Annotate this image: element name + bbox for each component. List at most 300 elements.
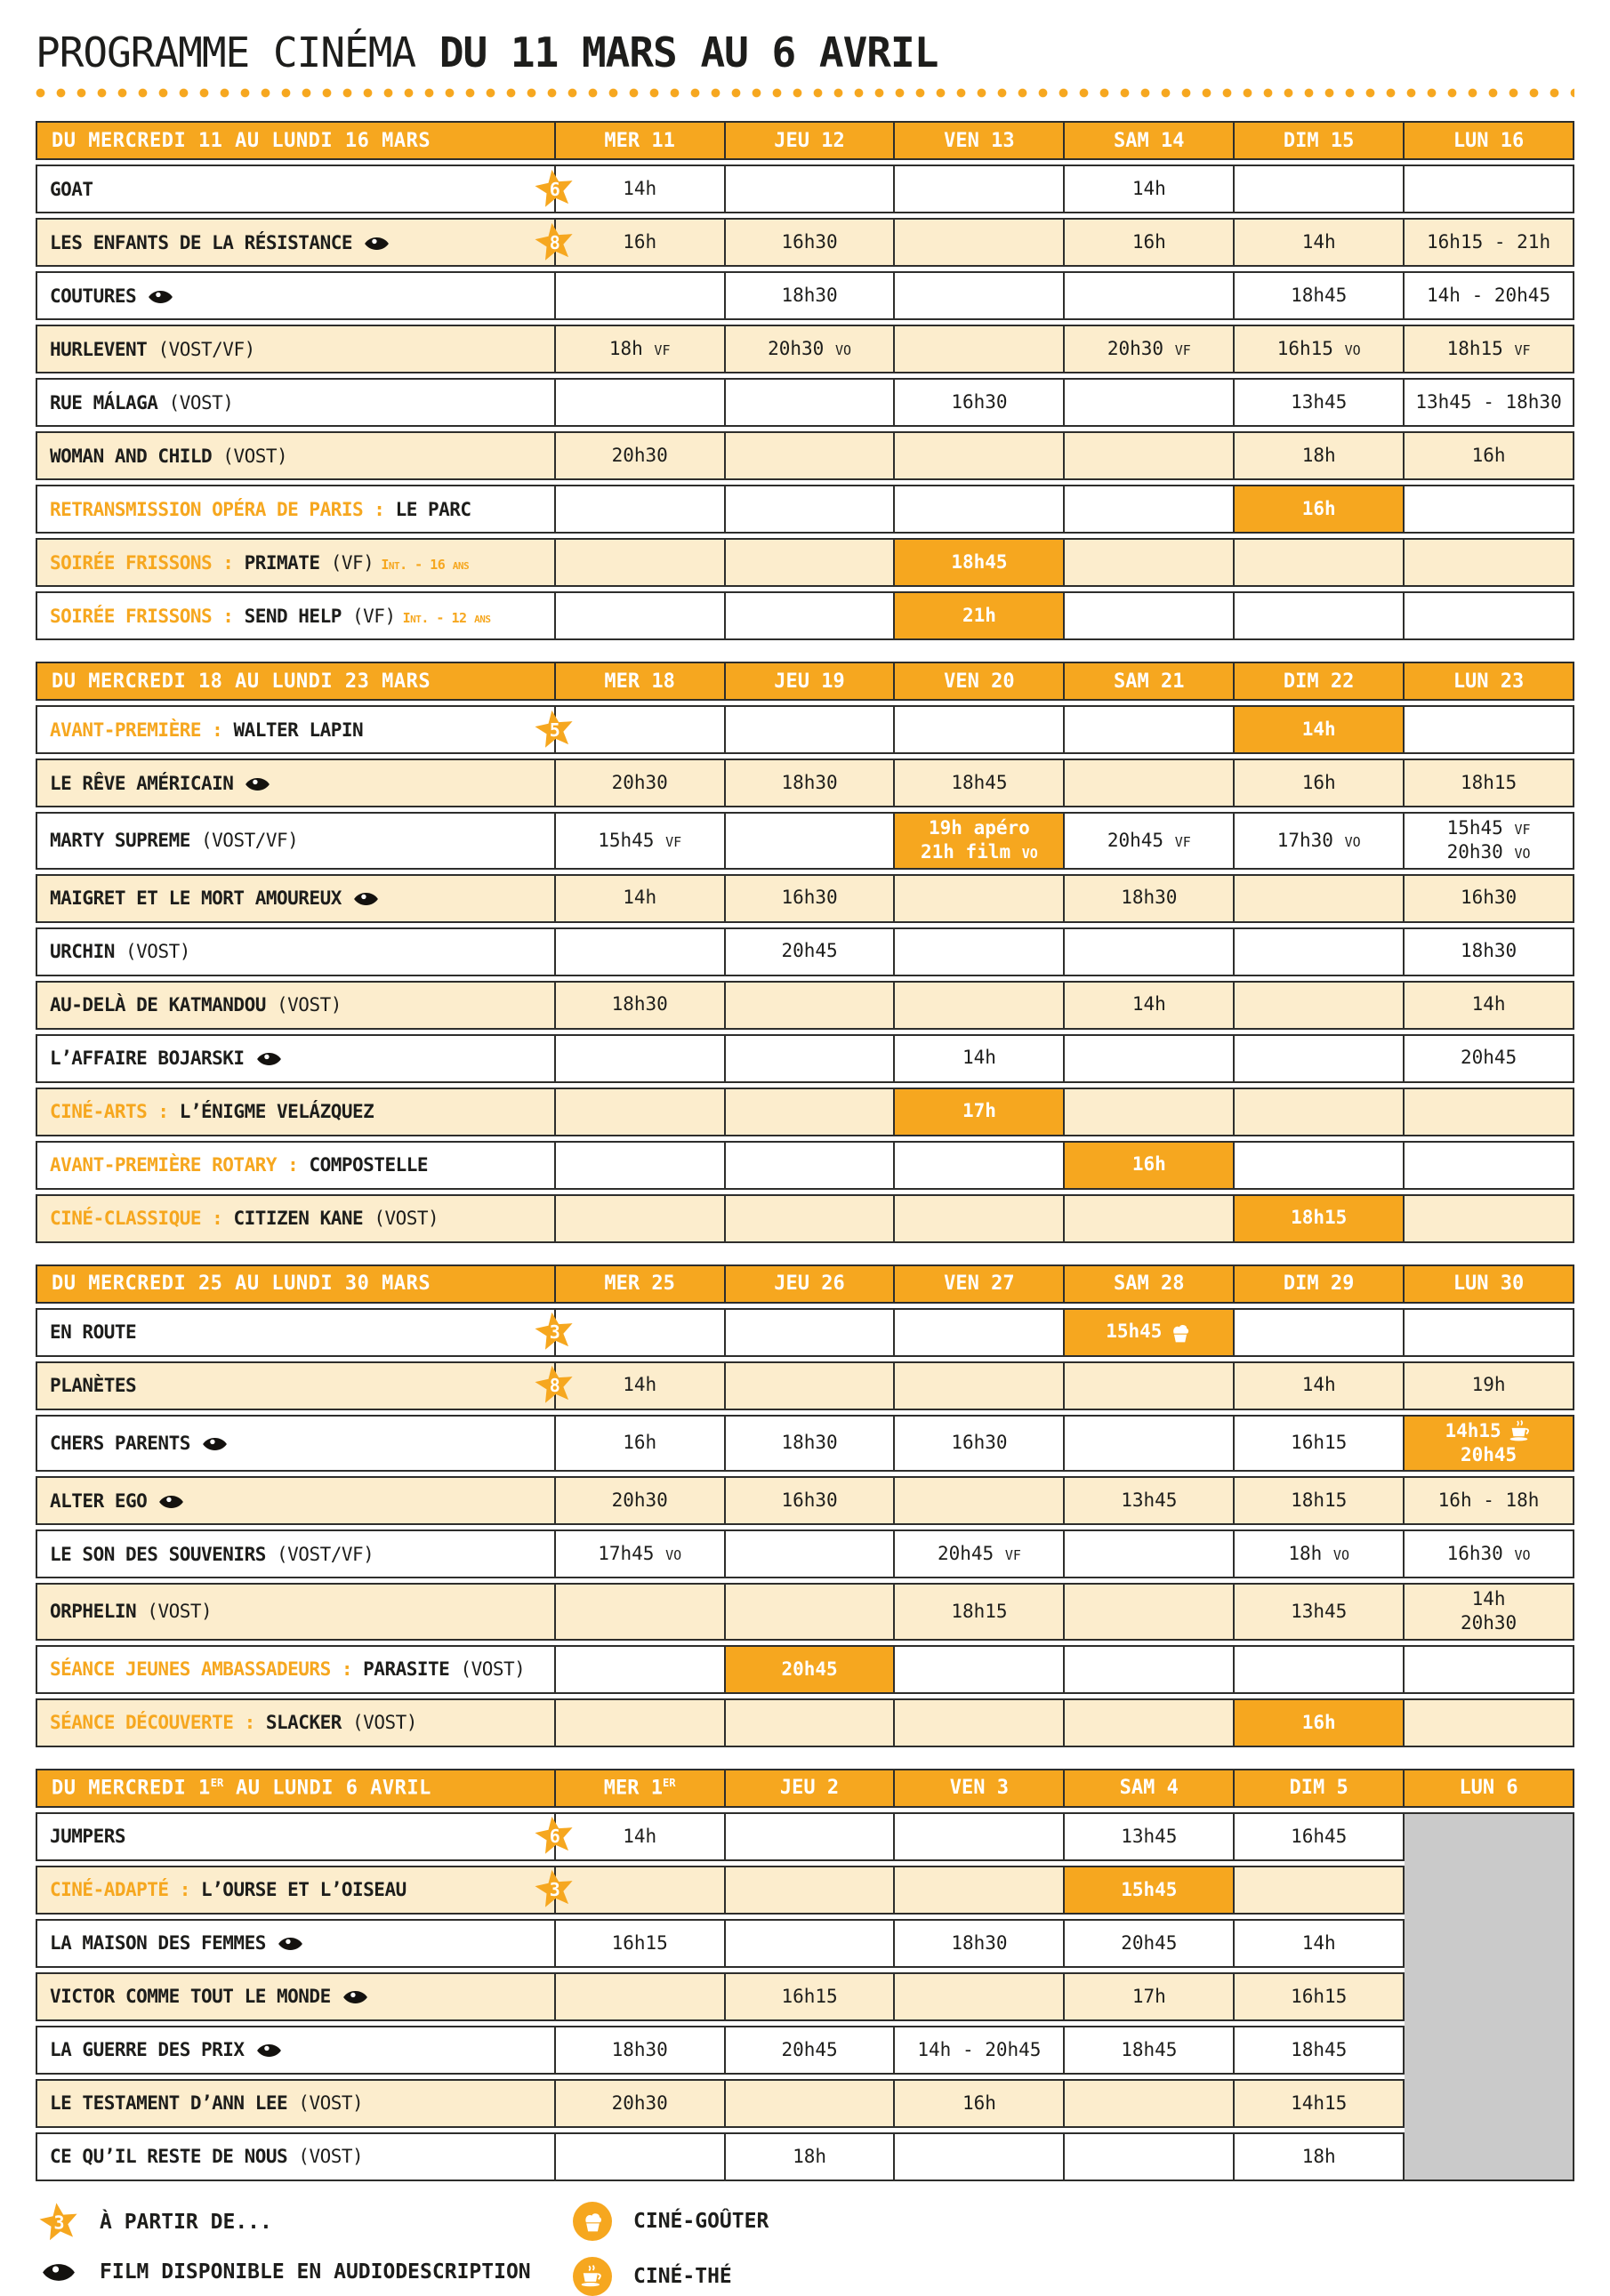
empty-showtime-cell [895,1866,1065,1915]
day-column-header: JEU 19 [726,662,896,701]
showtime-cell: 16h30 [895,378,1065,427]
showtime-cell: 14h15 [1235,2079,1405,2128]
showtime-cell: 13h45 [1235,1583,1405,1641]
showtime-cell: 14h [1235,218,1405,267]
showtime-cell: 15h45 VF 20h30 VO [1405,812,1574,870]
showtime-cell: 16h30 [1405,874,1574,923]
film-title-cell [36,1034,556,1083]
film-title-part: L’OURSE ET L’OISEAU [201,1879,407,1901]
film-title-cell [36,325,556,373]
film-row [36,812,1574,870]
empty-showtime-cell [1405,1698,1574,1747]
film-title-part: (VOST/VF) [157,338,255,360]
day-column-header: VEN 13 [895,121,1065,160]
film-row [36,2132,1574,2181]
day-column-header: SAM 14 [1065,121,1235,160]
film-title-part: HURLEVENT [50,338,158,360]
audiodescription-eye-icon [352,889,380,909]
film-row [36,378,1574,427]
empty-showtime-cell [895,1308,1065,1357]
showtime-cell-highlighted: 18h15 [1235,1194,1405,1243]
day-column-header: MER 1ER [556,1769,726,1808]
empty-showtime-cell [1405,705,1574,754]
showtime-cell: 14h [895,1034,1065,1083]
showtime-cell: 18h45 [1235,2026,1405,2075]
empty-showtime-cell [726,1141,896,1190]
empty-showtime-cell [726,1866,896,1915]
audiodescription-eye-icon [363,234,390,253]
empty-showtime-cell [1065,378,1235,427]
empty-showtime-cell [1235,1141,1405,1190]
showtime-cell: 18h30 [726,759,896,807]
empty-showtime-cell [1235,1034,1405,1083]
showtime-cell: 14h [1235,1919,1405,1968]
empty-showtime-cell [726,812,896,870]
showtime-cell: 18h15 [895,1583,1065,1641]
film-title-part: SOIRÉE FRISSONS : [50,605,245,627]
film-title-part: (VOST) [298,2092,364,2115]
showtime-cell: 14h - 20h45 [895,2026,1065,2075]
film-title-cell [36,759,556,807]
empty-showtime-cell [556,271,726,320]
showtime-cell: 20h30 VF [1065,325,1235,373]
film-title-part: PARASITE [363,1658,461,1681]
svg-text:6: 6 [549,178,559,200]
empty-showtime-cell [726,1088,896,1136]
showtime-cell: 18h30 [556,981,726,1030]
showtime-cell: 18h15 VF [1405,325,1574,373]
day-column-header: DIM 5 [1235,1769,1405,1808]
film-row [36,2079,1574,2128]
film-row [36,1361,1574,1410]
empty-showtime-cell [556,705,726,754]
film-title-part: LA GUERRE DES PRIX [50,2039,245,2061]
film-title-cell [36,1194,556,1243]
film-title-cell [36,927,556,976]
film-title-cell [36,705,559,754]
showtime-cell: 13h45 [1065,1812,1235,1861]
film-title-part: COMPOSTELLE [309,1154,429,1176]
film-title-part: SÉANCE JEUNES AMBASSADEURS : [50,1658,364,1681]
svg-text:3: 3 [549,1879,559,1901]
empty-showtime-cell [895,271,1065,320]
showtime-cell: 18h [1235,2132,1405,2181]
film-title-part: (VOST) [222,445,288,467]
empty-showtime-cell [1405,1088,1574,1136]
empty-showtime-cell [556,538,726,587]
film-title-cell [36,1919,556,1968]
film-title-part: AVANT-PREMIÈRE ROTARY : [50,1154,310,1176]
empty-showtime-cell [1065,1088,1235,1136]
star-icon [534,709,576,751]
film-title-part: (VOST/VF) [201,830,299,852]
legend-item-cine-gouter [569,2202,769,2241]
film-row [36,1919,1574,1968]
legend-label-cine-gouter: CINÉ-GOÛTER [633,2209,769,2233]
week-table-4 [36,1764,1574,2186]
empty-showtime-cell [895,165,1065,213]
film-title-part: EN ROUTE [50,1321,137,1344]
film-title-part: (VOST) [277,994,342,1016]
film-row [36,927,1574,976]
empty-showtime-cell [726,485,896,534]
film-title-cell [36,1645,556,1694]
showtime-cell: 20h45 [726,927,896,976]
film-row [36,981,1574,1030]
svg-text:3: 3 [549,1321,559,1344]
film-title-part: JUMPERS [50,1826,126,1848]
showtime-cell: 16h45 [1235,1812,1405,1861]
film-row [36,759,1574,807]
film-title-cell [36,271,556,320]
empty-showtime-cell [895,1972,1065,2021]
film-title-part: URCHIN [50,941,126,963]
svg-text:8: 8 [549,231,559,253]
showtime-cell: 16h [556,218,726,267]
legend-item-age-minimum [36,2202,569,2244]
film-title-cell [36,981,556,1030]
empty-showtime-cell [1235,165,1405,213]
film-row [36,1476,1574,1525]
showtime-cell-highlighted: 16h [1235,485,1405,534]
empty-showtime-cell [726,1919,896,1968]
dotted-divider [36,87,1574,99]
empty-showtime-cell [726,1529,896,1578]
film-row [36,705,1574,754]
empty-showtime-cell [1405,165,1574,213]
legend-label-age: À PARTIR DE... [100,2211,272,2235]
day-column-header: MER 25 [556,1264,726,1304]
empty-showtime-cell [1065,538,1235,587]
empty-showtime-cell [895,1812,1065,1861]
showtime-cell: 14h 20h30 [1405,1583,1574,1641]
showtime-cell: 20h45 [1065,1919,1235,1968]
empty-showtime-cell [895,325,1065,373]
showtime-cell: 13h45 [1235,378,1405,427]
film-title-cell [36,812,556,870]
showtime-cell-highlighted: 21h [895,591,1065,640]
day-column-header: SAM 4 [1065,1769,1235,1808]
star-icon [534,1816,576,1858]
showtime-cell: 14h [1065,165,1235,213]
film-title-cell [36,1088,556,1136]
showtime-cell: 16h30 [726,218,896,267]
day-column-header: DIM 22 [1235,662,1405,701]
legend-label-audiodescription: FILM DISPONIBLE EN AUDIODESCRIPTION [100,2260,531,2284]
day-column-header: SAM 28 [1065,1264,1235,1304]
film-title-cell [36,2132,556,2181]
showtime-cell: 13h45 - 18h30 [1405,378,1574,427]
svg-text:5: 5 [549,719,559,741]
film-title-cell [36,485,556,534]
film-row [36,1141,1574,1190]
empty-showtime-cell [1235,1088,1405,1136]
empty-showtime-cell [1065,1361,1235,1410]
film-title-part: LE SON DES SOUVENIRS [50,1543,278,1565]
showtime-cell: 16h30 [895,1415,1065,1473]
showtime-cell: 15h45 VF [556,812,726,870]
film-title-part: SEND HELP [244,605,353,627]
audiodescription-eye-icon [244,775,271,794]
showtime-cell-highlighted: 20h45 [726,1645,896,1694]
empty-showtime-cell [726,1194,896,1243]
no-showings-column [1405,1812,1574,2181]
empty-showtime-cell [556,1645,726,1694]
empty-showtime-cell [1235,981,1405,1030]
film-title-cell [36,218,559,267]
week-title: DU MERCREDI 18 AU LUNDI 23 MARS [36,662,556,701]
svg-text:6: 6 [549,1826,559,1848]
film-row [36,1194,1574,1243]
audiodescription-eye-icon [255,2041,283,2060]
film-title-part: WALTER LAPIN [233,719,364,741]
age-star-badge [534,1365,576,1407]
empty-showtime-cell [1065,1415,1235,1473]
cupcake-icon [1169,1321,1192,1344]
film-row [36,1866,1574,1915]
empty-showtime-cell [895,1361,1065,1410]
film-row [36,1645,1574,1694]
showtime-cell: 18h15 [1405,759,1574,807]
cupcake-icon [569,2202,616,2241]
film-title-cell [36,165,559,213]
legend-item-audiodescription [36,2260,569,2285]
empty-showtime-cell [556,1698,726,1747]
showtime-cell-highlighted: 17h [895,1088,1065,1136]
film-row [36,218,1574,267]
film-title-part: LA MAISON DES FEMMES [50,1932,266,1955]
star-icon [534,1365,576,1407]
empty-showtime-cell [556,1034,726,1083]
film-title-cell [36,2026,556,2075]
day-column-header: JEU 12 [726,121,896,160]
empty-showtime-cell [556,2132,726,2181]
day-column-header: VEN 27 [895,1264,1065,1304]
day-column-header: DIM 15 [1235,121,1405,160]
page-title [36,28,1574,76]
empty-showtime-cell [726,1034,896,1083]
empty-showtime-cell [895,431,1065,480]
showtime-cell: 18h45 [895,759,1065,807]
day-column-header: MER 11 [556,121,726,160]
empty-showtime-cell [1235,874,1405,923]
empty-showtime-cell [895,1141,1065,1190]
film-title-cell [36,1141,556,1190]
age-star-badge [534,1816,576,1858]
showtime-cell: 20h45 VF [1065,812,1235,870]
day-column-header: LUN 6 [1405,1769,1574,1808]
film-title-part: LE PARC [395,498,471,520]
week-header-row [36,662,1574,701]
film-title-part: COUTURES [50,285,137,307]
empty-showtime-cell [1235,538,1405,587]
day-column-header: LUN 23 [1405,662,1574,701]
showtime-cell: 20h45 VF [895,1529,1065,1578]
showtime-cell: 16h15 [1235,1972,1405,2021]
page-title-bold: DU 11 MARS AU 6 AVRIL [439,28,938,76]
showtime-cell: 14h [556,1812,726,1861]
film-title-part: LE RÊVE AMÉRICAIN [50,772,234,794]
week-table-1 [36,116,1574,645]
film-title-part: AU-DELÀ DE KATMANDOU [50,994,278,1016]
empty-showtime-cell [1065,2079,1235,2128]
empty-showtime-cell [726,1583,896,1641]
film-title-cell [36,1583,556,1641]
empty-showtime-cell [1065,2132,1235,2181]
film-title-cell [36,1529,556,1578]
film-row [36,325,1574,373]
showtime-cell: 16h - 18h [1405,1476,1574,1525]
week-header-row [36,1264,1574,1304]
film-title-part: (VF) [352,605,396,627]
audiodescription-eye-icon [342,1987,369,2007]
film-row [36,431,1574,480]
empty-showtime-cell [1065,1698,1235,1747]
empty-showtime-cell [556,1141,726,1190]
film-row [36,1698,1574,1747]
film-title-part: ORPHELIN [50,1601,148,1623]
empty-showtime-cell [1235,1866,1405,1915]
empty-showtime-cell [556,1194,726,1243]
empty-showtime-cell [726,538,896,587]
film-title-part: L’ÉNIGME VELÁZQUEZ [179,1101,374,1123]
empty-showtime-cell [1065,1583,1235,1641]
showtime-cell: 16h [895,2079,1065,2128]
film-title-part: (VOST) [147,1601,213,1623]
day-column-header: DIM 29 [1235,1264,1405,1304]
empty-showtime-cell [726,2079,896,2128]
showtime-cell: 14h [1235,1361,1405,1410]
day-column-header: SAM 21 [1065,662,1235,701]
film-title-part: MAIGRET ET LE MORT AMOUREUX [50,887,342,910]
film-title-part: (VOST) [298,2146,364,2168]
star-number: 3 [52,2212,65,2234]
film-title-part: CITIZEN KANE [233,1208,374,1230]
film-title-part: PRIMATE [244,551,331,574]
film-title-cell [36,1308,559,1357]
age-star-badge [534,1312,576,1353]
showtime-cell: 16h [1405,431,1574,480]
showtime-cell: 20h30 [556,759,726,807]
day-column-header: VEN 3 [895,1769,1065,1808]
film-row [36,538,1574,587]
showtime-cell: 18h30 [1065,874,1235,923]
empty-showtime-cell [895,874,1065,923]
film-title-cell [36,1972,556,2021]
showtime-cell: 14h [556,1361,726,1410]
showtime-cell: 14h [1405,981,1574,1030]
film-title-part: (VOST) [352,1712,417,1734]
showtime-cell: 18h VF [556,325,726,373]
empty-showtime-cell [556,927,726,976]
showtime-cell: 20h45 [1405,1034,1574,1083]
film-title-part: PLANÈTES [50,1375,137,1397]
empty-showtime-cell [556,1972,726,2021]
empty-showtime-cell [726,1812,896,1861]
showtime-cell: 20h45 [726,2026,896,2075]
film-title-part: LE TESTAMENT D’ANN LEE [50,2092,299,2115]
week-table-2 [36,657,1574,1248]
audiodescription-eye-icon [255,1049,283,1069]
film-title-part: GOAT [50,178,93,200]
audiodescription-eye-icon [277,1934,304,1954]
showtime-cell: 18h VO [1235,1529,1405,1578]
showtime-cell: 17h30 VO [1235,812,1405,870]
empty-showtime-cell [726,705,896,754]
film-title-part: Int. - 16 ans [381,556,470,573]
empty-showtime-cell [1405,538,1574,587]
film-title-part: RETRANSMISSION OPÉRA DE PARIS : [50,498,396,520]
film-title-part: LES ENFANTS DE LA RÉSISTANCE [50,231,353,253]
empty-showtime-cell [726,165,896,213]
showtime-cell: 16h15 [556,1919,726,1968]
empty-showtime-cell [1235,591,1405,640]
showtime-cell: 16h15 - 21h [1405,218,1574,267]
film-title-part: (VF) [330,551,374,574]
showtime-cell: 17h [1065,1972,1235,2021]
star-3-icon [36,2202,82,2244]
star-icon [534,1869,576,1911]
film-title-cell [36,538,556,587]
legend [36,2202,1574,2296]
showtime-cell: 16h15 VO [1235,325,1405,373]
film-row [36,1529,1574,1578]
empty-showtime-cell [556,1088,726,1136]
film-title-cell [36,1415,556,1473]
empty-showtime-cell [895,485,1065,534]
film-title-part: (VOST/VF) [277,1543,374,1565]
legend-label-cine-the: CINÉ-THÉ [633,2264,732,2288]
empty-showtime-cell [895,1476,1065,1525]
empty-showtime-cell [556,1308,726,1357]
empty-showtime-cell [726,1361,896,1410]
empty-showtime-cell [1065,1529,1235,1578]
legend-right-column [569,2202,769,2296]
film-title-cell [36,1698,556,1747]
empty-showtime-cell [556,378,726,427]
showtime-cell: 18h45 [1235,271,1405,320]
showtime-cell: 16h [556,1415,726,1473]
week-header-row [36,121,1574,160]
teacup-icon [1509,1420,1533,1442]
showtime-cell: 16h30 VO [1405,1529,1574,1578]
showtime-cell-highlighted: 14h15 20h45 [1405,1415,1574,1473]
empty-showtime-cell [1405,591,1574,640]
star-icon [534,1312,576,1353]
star-icon [534,168,576,210]
film-title-cell [36,874,556,923]
film-title-cell [36,1866,559,1915]
empty-showtime-cell [1065,591,1235,640]
showtime-cell-highlighted: 16h [1065,1141,1235,1190]
empty-showtime-cell [1065,485,1235,534]
svg-text:8: 8 [549,1375,559,1397]
showtime-cell-highlighted: 15h45 [1065,1866,1235,1915]
showtime-cell: 14h [1065,981,1235,1030]
showtime-cell: 18h30 [726,271,896,320]
showtime-cell: 16h15 [726,1972,896,2021]
film-row [36,485,1574,534]
film-row [36,2026,1574,2075]
empty-showtime-cell [1065,1194,1235,1243]
film-title-part: Int. - 12 ans [402,609,491,626]
day-column-header: LUN 16 [1405,121,1574,160]
film-row [36,1583,1574,1641]
film-title-cell [36,1812,559,1861]
showtime-cell: 19h [1405,1361,1574,1410]
empty-showtime-cell [1065,1645,1235,1694]
film-row [36,1812,1574,1861]
